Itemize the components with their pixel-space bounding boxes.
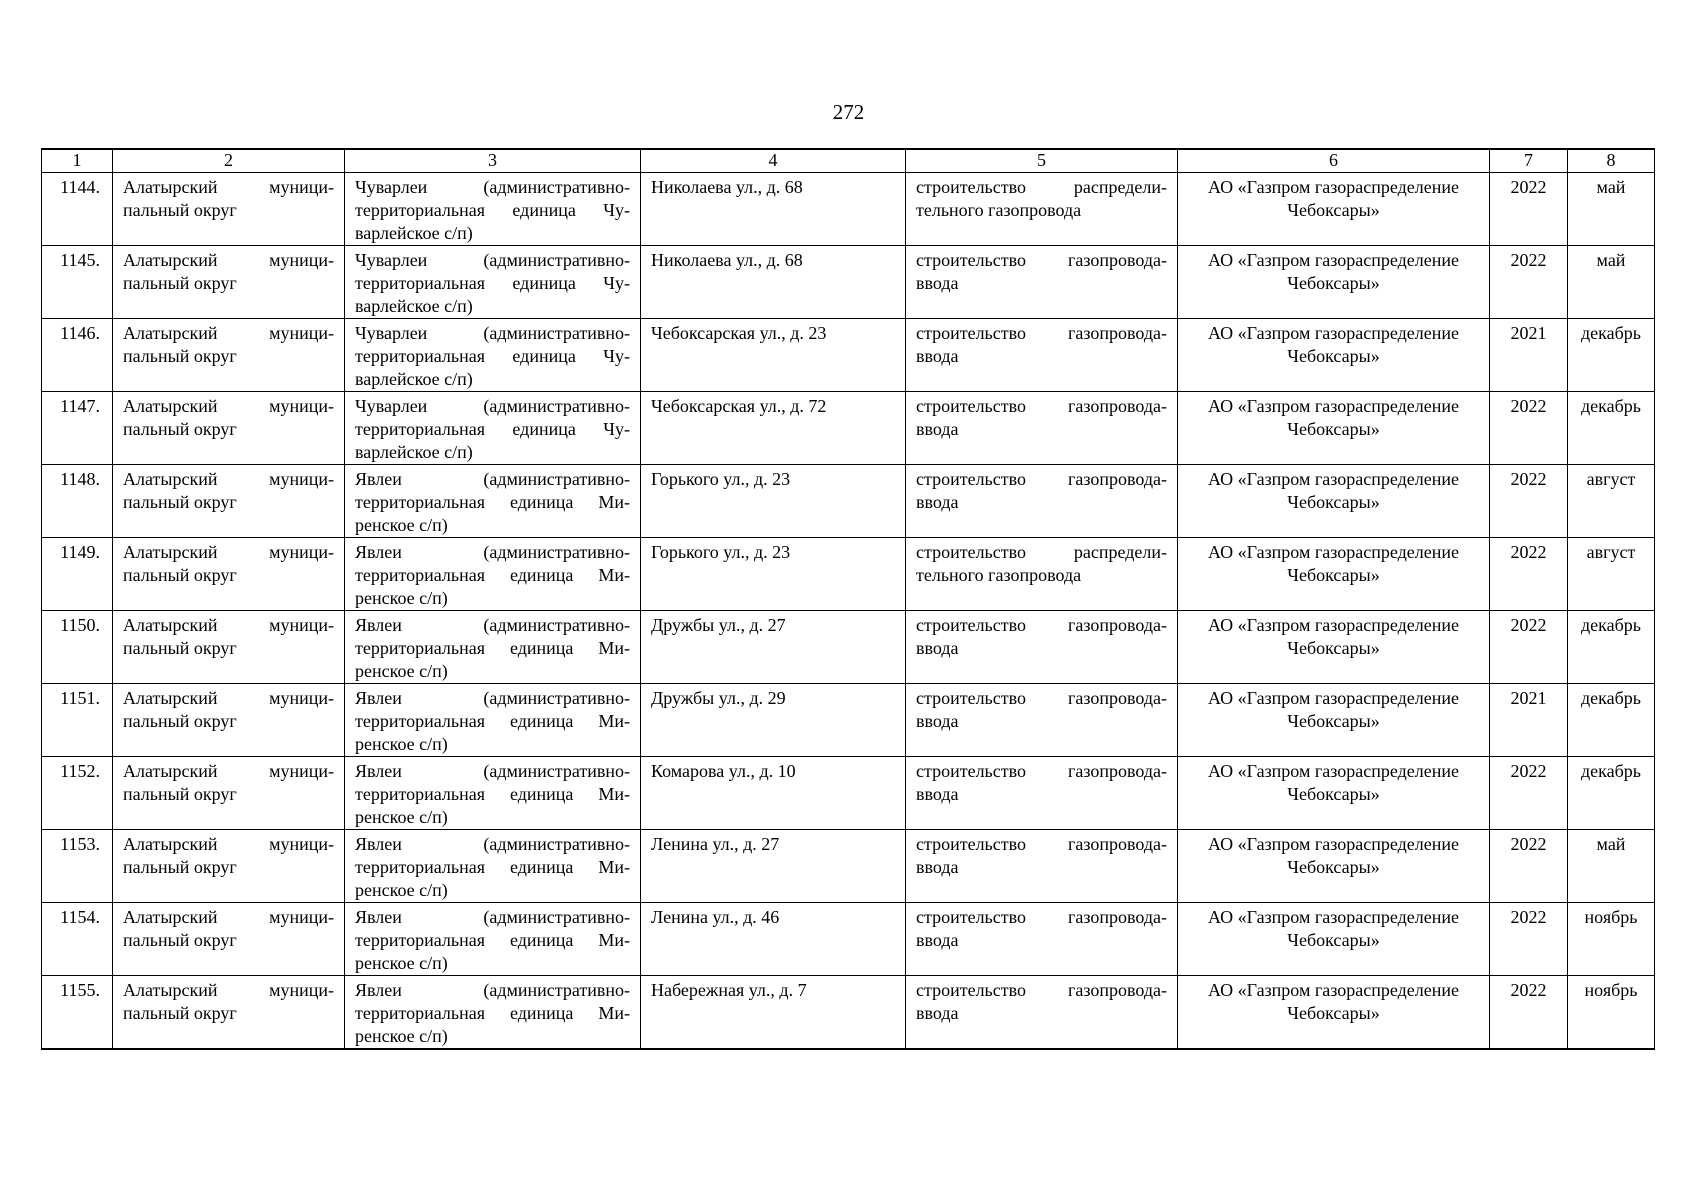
table-row xyxy=(42,538,1655,611)
year-cell: 2022 xyxy=(1490,903,1568,976)
year-cell: 2022 xyxy=(1490,465,1568,538)
row-number: 1152. xyxy=(42,757,113,830)
table-row xyxy=(42,684,1655,757)
district-cell: Алатырский муници-пальный округ xyxy=(113,538,345,611)
column-header: 5 xyxy=(906,149,1178,173)
column-header: 3 xyxy=(345,149,641,173)
address-cell: Горького ул., д. 23 xyxy=(641,465,906,538)
locality-cell: Чуварлеи (административно-территориальная единица Чу-варлейское с/п) xyxy=(345,392,641,465)
district-cell: Алатырский муници-пальный округ xyxy=(113,465,345,538)
row-number: 1154. xyxy=(42,903,113,976)
table-row xyxy=(42,465,1655,538)
district-cell: Алатырский муници-пальный округ xyxy=(113,392,345,465)
district-cell: Алатырский муници-пальный округ xyxy=(113,757,345,830)
month-cell: декабрь xyxy=(1568,684,1655,757)
work-type-cell: строительство газопровода-ввода xyxy=(906,903,1178,976)
row-number: 1150. xyxy=(42,611,113,684)
address-cell: Комарова ул., д. 10 xyxy=(641,757,906,830)
month-cell: ноябрь xyxy=(1568,976,1655,1050)
district-cell: Алатырский муници-пальный округ xyxy=(113,684,345,757)
district-cell: Алатырский муници-пальный округ xyxy=(113,830,345,903)
address-cell: Дружбы ул., д. 27 xyxy=(641,611,906,684)
locality-cell: Явлеи (административно-территориальная единица Ми-ренское с/п) xyxy=(345,903,641,976)
row-number: 1144. xyxy=(42,173,113,246)
work-type-cell: строительство газопровода-ввода xyxy=(906,392,1178,465)
locality-cell: Явлеи (административно-территориальная единица Ми-ренское с/п) xyxy=(345,684,641,757)
organization-cell: АО «Газпром газораспределение Чебоксары» xyxy=(1178,319,1490,392)
month-cell: май xyxy=(1568,246,1655,319)
month-cell: август xyxy=(1568,465,1655,538)
table-row xyxy=(42,392,1655,465)
row-number: 1146. xyxy=(42,319,113,392)
organization-cell: АО «Газпром газораспределение Чебоксары» xyxy=(1178,173,1490,246)
year-cell: 2022 xyxy=(1490,611,1568,684)
work-type-cell: строительство газопровода-ввода xyxy=(906,757,1178,830)
district-cell: Алатырский муници-пальный округ xyxy=(113,903,345,976)
organization-cell: АО «Газпром газораспределение Чебоксары» xyxy=(1178,392,1490,465)
column-header: 8 xyxy=(1568,149,1655,173)
work-type-cell: строительство распредели-тельного газопровода xyxy=(906,173,1178,246)
year-cell: 2022 xyxy=(1490,246,1568,319)
row-number: 1148. xyxy=(42,465,113,538)
year-cell: 2022 xyxy=(1490,830,1568,903)
month-cell: декабрь xyxy=(1568,392,1655,465)
organization-cell: АО «Газпром газораспределение Чебоксары» xyxy=(1178,757,1490,830)
organization-cell: АО «Газпром газораспределение Чебоксары» xyxy=(1178,538,1490,611)
month-cell: декабрь xyxy=(1568,757,1655,830)
district-cell: Алатырский муници-пальный округ xyxy=(113,976,345,1050)
district-cell: Алатырский муници-пальный округ xyxy=(113,246,345,319)
table-row xyxy=(42,976,1655,1050)
column-number-row xyxy=(42,149,1655,173)
table-row xyxy=(42,611,1655,684)
locality-cell: Явлеи (административно-территориальная единица Ми-ренское с/п) xyxy=(345,757,641,830)
address-cell: Николаева ул., д. 68 xyxy=(641,246,906,319)
table-row xyxy=(42,903,1655,976)
column-header: 2 xyxy=(113,149,345,173)
month-cell: декабрь xyxy=(1568,611,1655,684)
year-cell: 2022 xyxy=(1490,173,1568,246)
address-cell: Горького ул., д. 23 xyxy=(641,538,906,611)
month-cell: май xyxy=(1568,830,1655,903)
address-cell: Ленина ул., д. 46 xyxy=(641,903,906,976)
organization-cell: АО «Газпром газораспределение Чебоксары» xyxy=(1178,684,1490,757)
locality-cell: Явлеи (административно-территориальная единица Ми-ренское с/п) xyxy=(345,611,641,684)
column-header: 6 xyxy=(1178,149,1490,173)
column-header: 7 xyxy=(1490,149,1568,173)
row-number: 1155. xyxy=(42,976,113,1050)
month-cell: май xyxy=(1568,173,1655,246)
year-cell: 2021 xyxy=(1490,684,1568,757)
year-cell: 2022 xyxy=(1490,538,1568,611)
work-type-cell: строительство газопровода-ввода xyxy=(906,465,1178,538)
row-number: 1145. xyxy=(42,246,113,319)
locality-cell: Явлеи (административно-территориальная единица Ми-ренское с/п) xyxy=(345,976,641,1050)
year-cell: 2021 xyxy=(1490,319,1568,392)
district-cell: Алатырский муници-пальный округ xyxy=(113,173,345,246)
locality-cell: Чуварлеи (административно-территориальная единица Чу-варлейское с/п) xyxy=(345,246,641,319)
work-type-cell: строительство газопровода-ввода xyxy=(906,976,1178,1050)
row-number: 1147. xyxy=(42,392,113,465)
locality-cell: Чуварлеи (административно-территориальная единица Чу-варлейское с/п) xyxy=(345,173,641,246)
table-row xyxy=(42,757,1655,830)
address-cell: Николаева ул., д. 68 xyxy=(641,173,906,246)
table-row xyxy=(42,173,1655,246)
organization-cell: АО «Газпром газораспределение Чебоксары» xyxy=(1178,465,1490,538)
address-cell: Ленина ул., д. 27 xyxy=(641,830,906,903)
table-row xyxy=(42,830,1655,903)
year-cell: 2022 xyxy=(1490,976,1568,1050)
locality-cell: Явлеи (административно-территориальная единица Ми-ренское с/п) xyxy=(345,538,641,611)
column-header: 1 xyxy=(42,149,113,173)
organization-cell: АО «Газпром газораспределение Чебоксары» xyxy=(1178,246,1490,319)
organization-cell: АО «Газпром газораспределение Чебоксары» xyxy=(1178,830,1490,903)
locality-cell: Чуварлеи (административно-территориальная единица Чу-варлейское с/п) xyxy=(345,319,641,392)
table-row xyxy=(42,319,1655,392)
work-type-cell: строительство распредели-тельного газопровода xyxy=(906,538,1178,611)
address-cell: Дружбы ул., д. 29 xyxy=(641,684,906,757)
year-cell: 2022 xyxy=(1490,757,1568,830)
work-type-cell: строительство газопровода-ввода xyxy=(906,246,1178,319)
table-row xyxy=(42,246,1655,319)
locality-cell: Явлеи (административно-территориальная единица Ми-ренское с/п) xyxy=(345,465,641,538)
month-cell: ноябрь xyxy=(1568,903,1655,976)
work-type-cell: строительство газопровода-ввода xyxy=(906,684,1178,757)
row-number: 1151. xyxy=(42,684,113,757)
address-cell: Набережная ул., д. 7 xyxy=(641,976,906,1050)
organization-cell: АО «Газпром газораспределение Чебоксары» xyxy=(1178,903,1490,976)
page-number: 272 xyxy=(832,100,865,124)
address-cell: Чебоксарская ул., д. 72 xyxy=(641,392,906,465)
month-cell: декабрь xyxy=(1568,319,1655,392)
register-table xyxy=(41,148,1655,1050)
address-cell: Чебоксарская ул., д. 23 xyxy=(641,319,906,392)
organization-cell: АО «Газпром газораспределение Чебоксары» xyxy=(1178,976,1490,1050)
district-cell: Алатырский муници-пальный округ xyxy=(113,611,345,684)
month-cell: август xyxy=(1568,538,1655,611)
column-header: 4 xyxy=(641,149,906,173)
work-type-cell: строительство газопровода-ввода xyxy=(906,319,1178,392)
row-number: 1149. xyxy=(42,538,113,611)
work-type-cell: строительство газопровода-ввода xyxy=(906,611,1178,684)
year-cell: 2022 xyxy=(1490,392,1568,465)
organization-cell: АО «Газпром газораспределение Чебоксары» xyxy=(1178,611,1490,684)
locality-cell: Явлеи (административно-территориальная единица Ми-ренское с/п) xyxy=(345,830,641,903)
work-type-cell: строительство газопровода-ввода xyxy=(906,830,1178,903)
district-cell: Алатырский муници-пальный округ xyxy=(113,319,345,392)
row-number: 1153. xyxy=(42,830,113,903)
